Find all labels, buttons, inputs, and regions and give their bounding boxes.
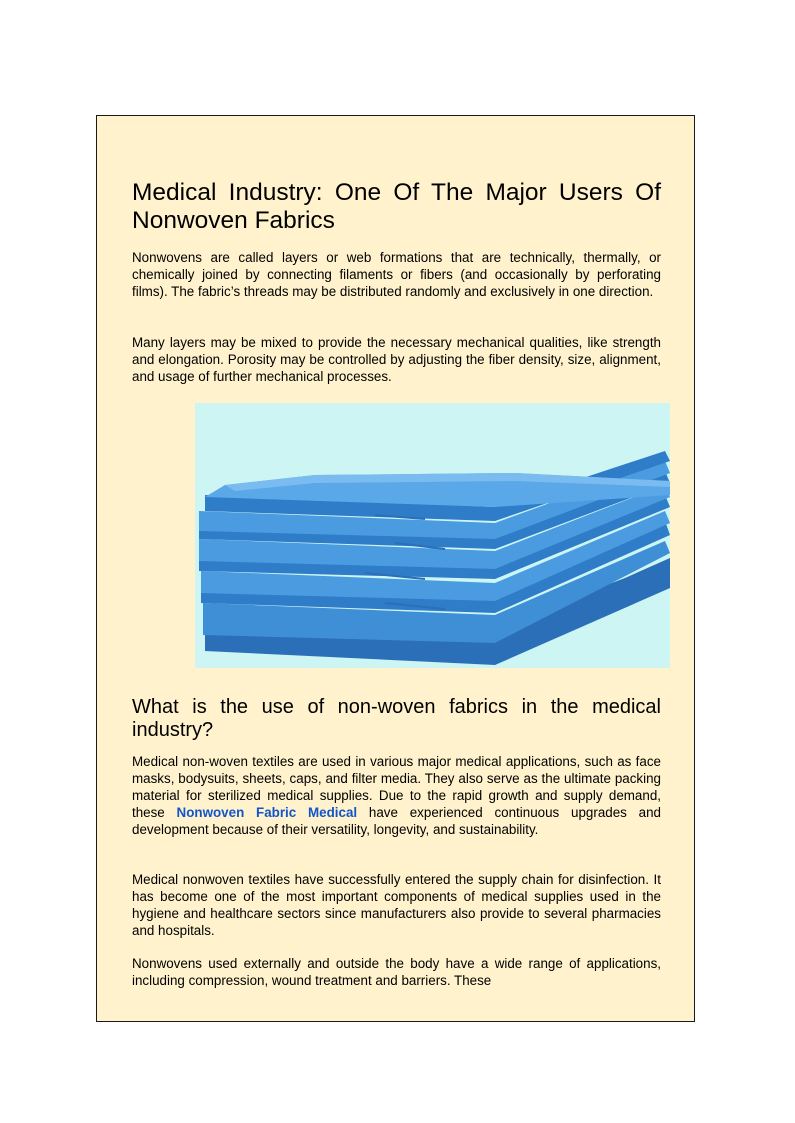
nonwoven-fabric-medical-link[interactable]: Nonwoven Fabric Medical	[176, 805, 358, 820]
section-paragraph-1	[132, 753, 661, 838]
article-title: Medical Industry: One Of The Major Users Of Nonwoven Fabrics	[132, 179, 661, 234]
paragraph-text: have experienced continuous upgrades and development because of their versatility, longevity, and sustainability.	[132, 805, 661, 837]
document-page	[96, 115, 695, 1022]
section-paragraph-3: Nonwovens used externally and outside the body have a wide range of applications, including compression, wound treatment and barriers. These	[132, 956, 661, 988]
fabric-stack-image	[195, 403, 670, 668]
section-paragraph-2: Medical nonwoven textiles have successfully entered the supply chain for disinfection. It has become one of the most important components of medical supplies used in the hygiene and healthcare sectors since manufacturers also provide to several pharmacies and hospitals.	[132, 872, 661, 938]
intro-paragraph-2: Many layers may be mixed to provide the necessary mechanical qualities, like strength and elongation. Porosity may be controlled by adjusting the fiber density, size, alignment, and usage of further mechanical processes.	[132, 335, 661, 384]
paragraph-text: Medical non-woven textiles are used in various major medical applications, such as face masks, bodysuits, sheets, caps, and filter media. They also serve as the ultimate packing material for sterilized medical supplies. Due to the rapid growth and supply demand, these	[132, 754, 661, 820]
stacked-blue-fabric-sheets-photo-icon	[195, 403, 670, 668]
section-heading-medical-use: What is the use of non-woven fabrics in the medical industry?	[132, 696, 661, 741]
intro-paragraph-1: Nonwovens are called layers or web formations that are technically, thermally, or chemically joined by connecting filaments or fibers (and occasionally by perforating films). The fabric’s threads may be distributed randomly and exclusively in one direction.	[132, 250, 661, 299]
